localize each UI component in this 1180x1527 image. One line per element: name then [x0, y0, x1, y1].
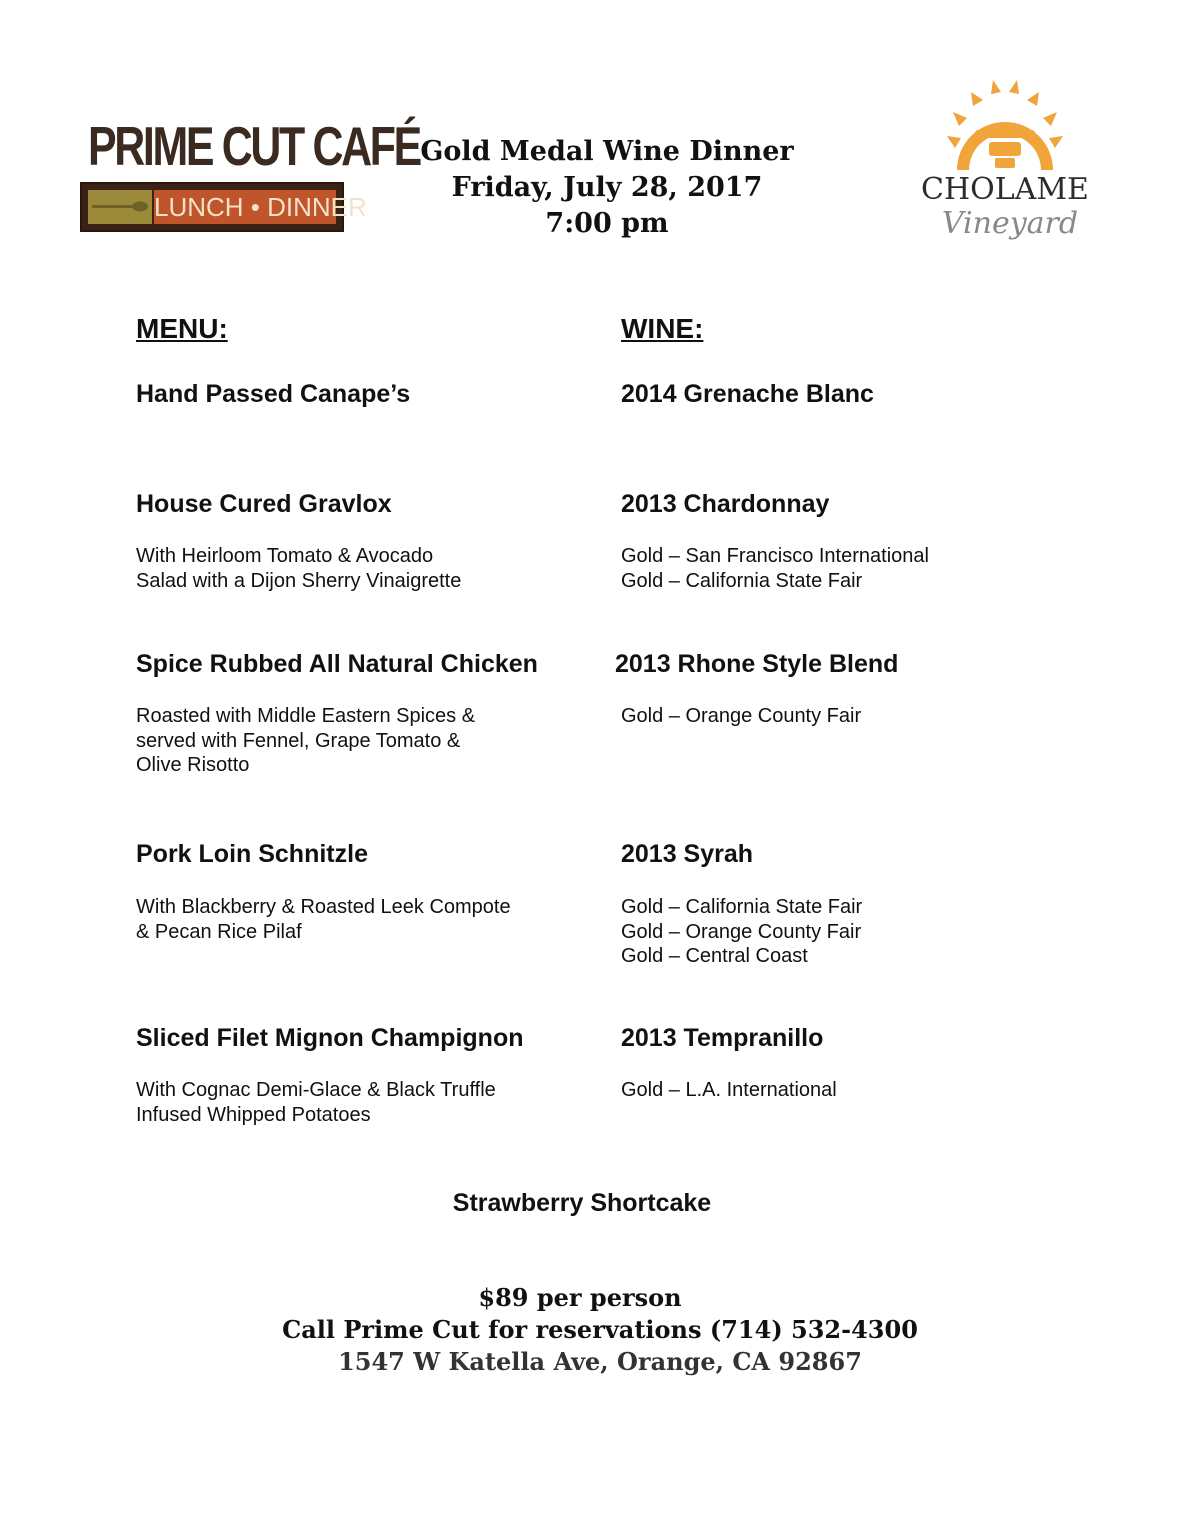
award-line: Gold – L.A. International	[621, 1079, 837, 1101]
sun-icon	[945, 78, 1065, 170]
description-line: Infused Whipped Potatoes	[136, 1103, 371, 1126]
cholame-logo-name: CHOLAME	[921, 172, 1089, 207]
course-wine-awards	[621, 895, 862, 969]
event-title: Gold Medal Wine Dinner	[420, 136, 794, 167]
course-wine-title: 2014 Grenache Blanc	[621, 380, 874, 408]
event-time: 7:00 pm	[545, 208, 669, 239]
description-line: With Cognac Demi-Glace & Black Truffle	[136, 1079, 496, 1101]
price-per-person: $89 per person	[478, 1283, 682, 1312]
description-line: Olive Risotto	[136, 754, 250, 776]
prime-cut-logo-title: PRIME CUT CAFÉ	[88, 115, 420, 177]
dessert-course: Strawberry Shortcake	[452, 1189, 712, 1217]
award-line: Gold – Orange County Fair	[621, 920, 862, 943]
utensils-icon	[88, 190, 152, 224]
cholame-logo-script: Vineyard	[941, 206, 1079, 241]
description-line: & Pecan Rice Pilaf	[136, 920, 302, 943]
course-wine-title: 2013 Tempranillo	[621, 1024, 824, 1052]
reservation-info: Call Prime Cut for reservations (714) 532-4300	[282, 1315, 918, 1344]
course-wine-awards	[621, 544, 929, 593]
award-line: Gold – San Francisco International	[621, 545, 929, 567]
event-header	[380, 134, 834, 242]
award-line: Gold – California State Fair	[621, 569, 863, 592]
prime-cut-logo-band	[80, 182, 367, 232]
description-line: With Blackberry & Roasted Leek Compote	[136, 896, 511, 918]
course-dish-description	[136, 544, 461, 593]
description-line: Salad with a Dijon Sherry Vinaigrette	[136, 569, 462, 592]
cholame-logo	[905, 78, 1105, 270]
course-dish-description	[136, 895, 511, 944]
description-line: Roasted with Middle Eastern Spices &	[136, 705, 476, 727]
course-dish-description	[136, 1078, 496, 1127]
course-wine-title: 2013 Chardonnay	[621, 490, 830, 518]
course-dish-title: Hand Passed Canape’s	[136, 380, 411, 408]
award-line: Gold – California State Fair	[621, 896, 863, 918]
prime-cut-logo-band-text: LUNCH • DINNER	[154, 192, 367, 222]
course-dish-title: Spice Rubbed All Natural Chicken	[136, 650, 538, 678]
menu-heading: MENU:	[136, 313, 228, 344]
course-dish-title: Sliced Filet Mignon Champignon	[136, 1024, 524, 1052]
course-wine-awards	[621, 704, 861, 729]
course-wine-awards	[621, 1078, 837, 1103]
course-wine-title: 2013 Syrah	[621, 840, 754, 868]
venue-address: 1547 W Katella Ave, Orange, CA 92867	[338, 1347, 862, 1376]
wine-heading: WINE:	[621, 313, 704, 344]
description-line: served with Fennel, Grape Tomato &	[136, 729, 461, 752]
course-dish-description	[136, 704, 475, 778]
award-line: Gold – Orange County Fair	[621, 705, 862, 727]
event-date: Friday, July 28, 2017	[451, 172, 763, 203]
event-footer	[260, 1282, 940, 1378]
award-line: Gold – Central Coast	[621, 945, 808, 967]
course-dish-title: House Cured Gravlox	[136, 490, 392, 518]
description-line: With Heirloom Tomato & Avocado	[136, 545, 434, 567]
course-dish-title: Pork Loin Schnitzle	[136, 840, 368, 868]
course-wine-title: 2013 Rhone Style Blend	[615, 650, 899, 678]
prime-cut-logo	[80, 110, 420, 232]
